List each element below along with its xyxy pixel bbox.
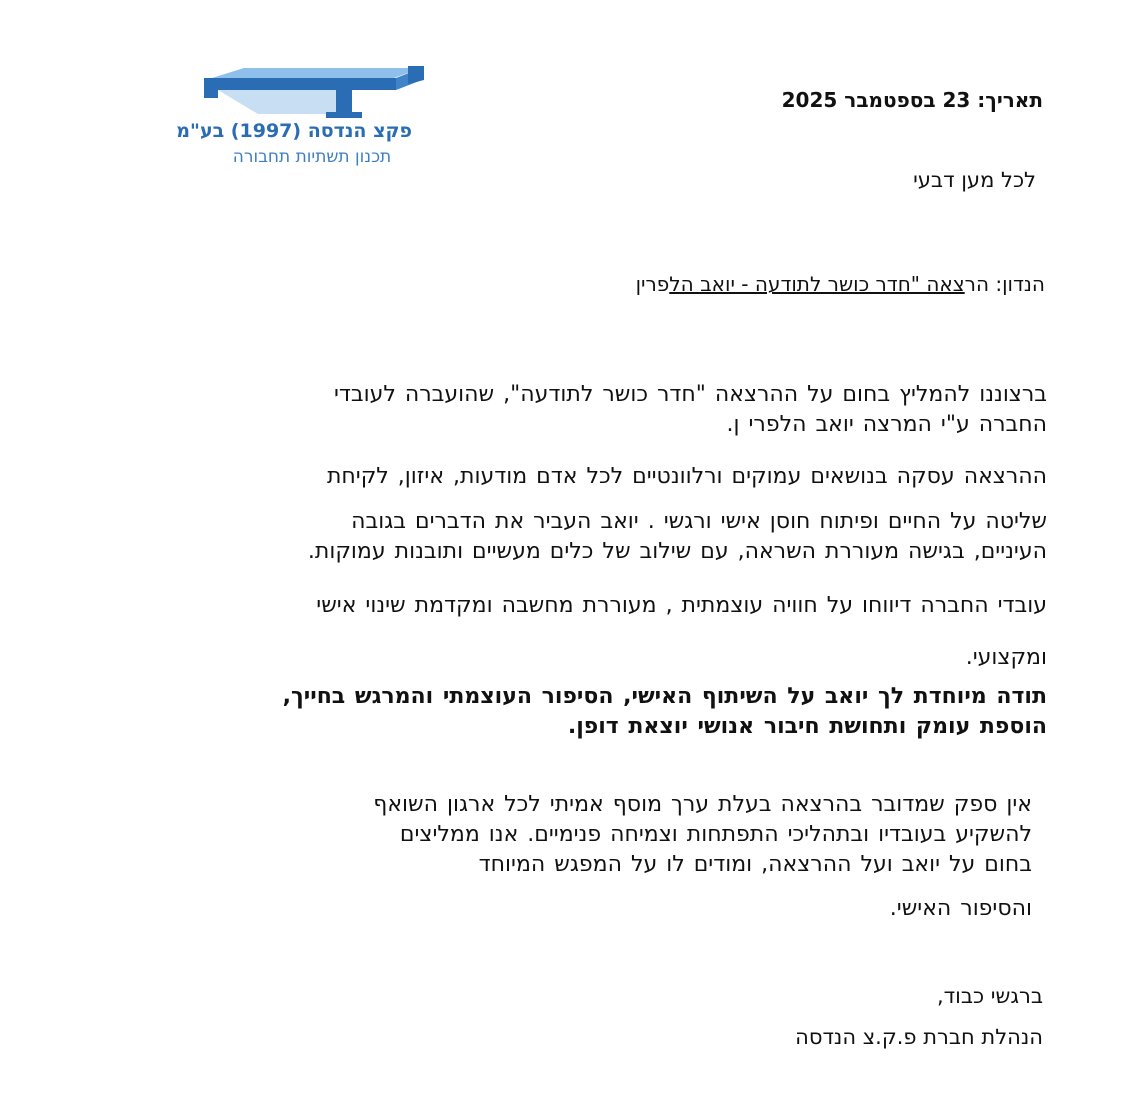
paragraph-feedback-line [67, 591, 1047, 621]
letter-subject [636, 272, 1045, 296]
closing-signature: הנהלת חברת פ.ק.צ הנדסה [795, 1025, 1043, 1049]
paragraph-line: תודה מיוחדת לך יואב על השיתוף האישי, הסיפור העוצמתי והמרגש בחייך, [282, 684, 1047, 709]
paragraph-line: אין ספק שמדובר בהרצאה בעלת ערך מוסף אמיתי לכל ארגון השואף [373, 792, 1032, 817]
paragraph-line: ומקצועי. [965, 645, 1047, 670]
paragraph-line: והסיפור האישי. [889, 896, 1032, 921]
paragraph-line: בחום על יואב ועל ההרצאה, ומודים לו על המפגש המיוחד [478, 852, 1032, 877]
letter-date: תאריך: 23 בספטמבר 2025 [781, 88, 1043, 112]
letter-recipient: לכל מען דבעי [913, 168, 1036, 192]
paragraph-line: העיניים, בגישה מעוררת השראה, עם שילוב של כלים מעשיים ותובנות עמוקות. [307, 539, 1047, 564]
paragraph-thanks [67, 682, 1047, 742]
subject-suffix: פרין [635, 272, 670, 296]
paragraph-conclusion-end [52, 894, 1032, 924]
paragraph-line: הוספת עומק ותחושת חיבור אנושי יוצאת דופן. [567, 714, 1047, 739]
paragraph-topics-line [67, 462, 1047, 492]
paragraph-line: ההרצאה עסקה בנושאים עמוקים ורלוונטיים לכל אדם מודעות, איזון, לקיחת [326, 464, 1047, 489]
paragraph-line: החברה ע"י המרצה יואב הלפרי ן. [726, 412, 1047, 437]
paragraph-feedback-cont [67, 643, 1047, 673]
paragraph-line: עובדי החברה דיווחו על חוויה עוצמתית , מעוררת מחשבה ומקדמת שינוי אישי [316, 593, 1047, 618]
subject-prefix: הנדון: הר [964, 272, 1045, 296]
closing-regards: ברגשי כבוד, [936, 984, 1043, 1008]
paragraph-conclusion [132, 790, 1032, 880]
company-logo [176, 64, 428, 172]
paragraph-topics-cont [67, 507, 1047, 567]
paragraph-recommendation [67, 380, 1047, 440]
paragraph-line: שליטה על החיים ופיתוח חוסן אישי ורגשי . יואב העביר את הדברים בגובה [351, 509, 1047, 534]
subject-underlined: צאה "חדר כושר לתודעה - יואב הל [669, 272, 965, 296]
logo-tagline: תכנון תשתיות תחבורה [232, 147, 392, 167]
paragraph-line: ברצוננו להמליץ בחום על ההרצאה "חדר כושר לתודעה", שהועברה לעובדי [333, 382, 1047, 407]
logo-company-name: פקצ הנדסה (1997) בע"מ [176, 120, 412, 142]
paragraph-line: להשקיע בעובדיו ובתהליכי התפתחות וצמיחה פנימיים. אנו ממליצים [399, 822, 1032, 847]
bridge-logo-icon [198, 64, 428, 120]
